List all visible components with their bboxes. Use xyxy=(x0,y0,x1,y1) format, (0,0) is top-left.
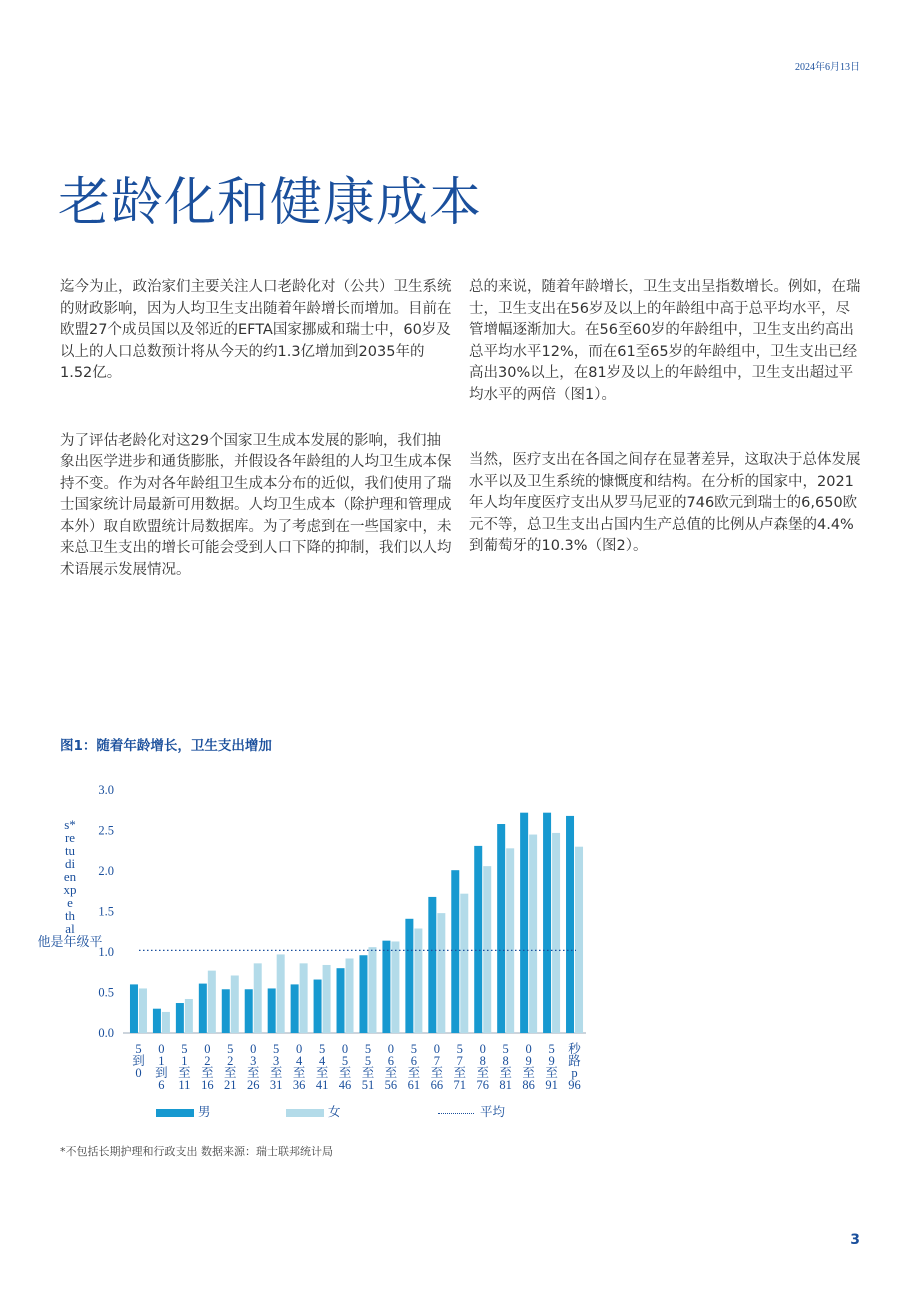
legend-swatch-female xyxy=(286,1109,324,1117)
bar-female xyxy=(552,833,560,1033)
x-tick-label: 0 3 至 26 xyxy=(246,1042,260,1092)
y-axis-title-fragment: s* xyxy=(64,817,76,832)
bar-female xyxy=(323,965,331,1033)
bar-female xyxy=(506,848,514,1033)
legend-label-female: 女 xyxy=(328,1105,341,1119)
x-tick-label: 0 8 至 76 xyxy=(476,1042,489,1092)
y-axis-title-fragment: th xyxy=(64,908,76,923)
bar-female xyxy=(208,971,216,1033)
bar-female xyxy=(368,947,376,1033)
bar-female xyxy=(346,958,354,1033)
x-tick-label: 秒路 p 96 xyxy=(568,1042,581,1092)
y-tick-label: 2.5 xyxy=(98,823,114,838)
legend-item-male xyxy=(156,1102,211,1120)
bar-female xyxy=(231,975,239,1033)
left-text-column xyxy=(60,277,452,581)
x-tick-label: 0 6 至 56 xyxy=(384,1042,398,1092)
x-tick-label: 5 3 至 31 xyxy=(269,1042,283,1092)
y-axis-title-fragment: xp xyxy=(63,882,77,897)
bar-male xyxy=(428,897,436,1033)
y-axis-title-fragment: 他是年级平 xyxy=(37,934,103,949)
x-tick-label: 5 5 至 51 xyxy=(361,1042,375,1092)
bar-male xyxy=(382,941,390,1033)
legend-item-female xyxy=(286,1102,341,1120)
x-tick-label: 5 7 至 71 xyxy=(453,1042,467,1092)
y-tick-label: 3.0 xyxy=(98,783,114,797)
bar-male xyxy=(268,988,276,1033)
x-tick-label: 5 6 至 61 xyxy=(407,1042,421,1092)
bar-female xyxy=(529,835,537,1033)
bar-female xyxy=(300,963,308,1033)
right-paragraph-1: 总的来说，随着年龄增长，卫生支出呈指数增长。例如，在瑞士，卫生支出在56岁及以上的年龄组中高于总平均水平，尽管增幅逐渐加大。在56至60岁的年龄组中，卫生支出约高出总平均水平12%，而在61至65岁的年龄组中，卫生支出已经高出30%以上，在81岁及以上的年龄组中，卫生支出超过平均水平的两倍（图1）。 xyxy=(469,279,861,403)
legend-item-average xyxy=(438,1102,505,1120)
left-paragraph-1: 迄今为止，政治家们主要关注人口老龄化对（公共）卫生系统的财政影响，因为人均卫生支出随着年龄增长而增加。目前在欧盟27个成员国以及邻近的EFTA国家挪威和瑞士中，60岁及以上的人口总数预计将从今天的约1.3亿增加到2035年的1.52亿。 xyxy=(60,279,452,381)
report-date: 2024年6月13日 xyxy=(795,62,860,73)
legend-dotted-line xyxy=(438,1113,474,1114)
legend-swatch-male xyxy=(156,1109,194,1117)
bar-female xyxy=(162,1012,170,1033)
right-text-column xyxy=(469,277,861,558)
bar-male xyxy=(405,919,413,1033)
y-axis-title-fragment: e xyxy=(67,895,73,910)
y-axis-title-fragment: re xyxy=(64,830,76,845)
bar-male xyxy=(291,984,299,1033)
bar-male xyxy=(543,813,551,1033)
bar-male xyxy=(176,1003,184,1033)
bar-male xyxy=(451,870,459,1033)
x-tick-label: 5 8 至 81 xyxy=(499,1042,512,1092)
y-tick-label: 0.0 xyxy=(98,1026,114,1040)
y-tick-label: 1.0 xyxy=(98,945,114,959)
bar-male xyxy=(199,984,207,1033)
y-tick-label: 0.5 xyxy=(98,985,114,1000)
left-paragraph-2: 为了评估老龄化对这29个国家卫生成本发展的影响，我们抽象出医学进步和通货膨胀，并假设各年龄组的人均卫生成本保持不变。作为对各年龄组卫生成本分布的近似，我们使用了瑞士国家统计局最新可用数据。人均卫生成本（除护理和管理成本外）取自欧盟统计局数据库。为了考虑到在一些国家中，未来总卫生支出的增长可能会受到人口下降的抑制，我们以人均术语展示发展情况。 xyxy=(60,432,452,578)
x-tick-label: 5 2 至 21 xyxy=(224,1042,237,1092)
footnote: *不包括长期护理和行政支出 数据来源：瑞士联邦统计局 xyxy=(60,1145,333,1158)
y-tick-label: 2.0 xyxy=(98,864,114,878)
bar-female xyxy=(139,988,147,1033)
page-title: 老龄化和健康成本 xyxy=(58,173,483,233)
y-axis-title-fragment: en xyxy=(63,869,77,884)
legend-label-male: 男 xyxy=(198,1105,211,1119)
bar-male xyxy=(474,846,482,1033)
bar-female xyxy=(414,929,422,1033)
bar-male xyxy=(520,813,528,1033)
bar-female xyxy=(277,954,285,1033)
x-tick-label: 5 1 至 11 xyxy=(178,1042,191,1092)
bar-male xyxy=(222,989,230,1033)
y-tick-label: 1.5 xyxy=(98,904,114,919)
bar-female xyxy=(575,847,583,1033)
x-tick-label: 0 7 至 66 xyxy=(430,1042,444,1092)
x-tick-label: 5 9 至 91 xyxy=(545,1042,558,1092)
bar-male xyxy=(245,989,253,1033)
bar-male xyxy=(130,984,138,1033)
bar-male xyxy=(359,955,367,1033)
figure-title: 图1：随着年龄增长，卫生支出增加 xyxy=(60,738,272,754)
bar-male xyxy=(314,980,322,1033)
x-tick-label: 5 到 0 xyxy=(132,1042,145,1080)
x-tick-label: 0 4 至 36 xyxy=(292,1042,306,1092)
bar-female xyxy=(254,963,262,1033)
x-tick-label: 0 5 至 46 xyxy=(338,1042,352,1092)
bar-female xyxy=(483,866,491,1033)
bar-male xyxy=(337,968,345,1033)
bar-male xyxy=(497,824,505,1033)
y-axis-title-fragment: tu xyxy=(64,843,76,858)
legend-label-average: 平均 xyxy=(480,1105,506,1119)
right-paragraph-2: 当然，医疗支出在各国之间存在显著差异，这取决于总体发展水平以及卫生系统的慷慨度和结构。在分析的国家中，2021年人均年度医疗支出从罗马尼亚的746欧元到瑞士的6,650欧元不等，总卫生支出占国内生产总值的比例从卢森堡的4.4%到葡萄牙的10.3%（图2）。 xyxy=(469,452,861,554)
bar-male xyxy=(566,816,574,1033)
page-number: 3 xyxy=(850,1232,860,1248)
bar-female xyxy=(185,999,193,1033)
bar-female xyxy=(460,894,468,1033)
bar-female xyxy=(391,941,399,1033)
bar-female xyxy=(437,913,445,1033)
health-spending-bar-chart xyxy=(37,775,600,1100)
bar-male xyxy=(153,1009,161,1033)
x-tick-label: 0 1 到 6 xyxy=(155,1042,168,1092)
x-tick-label: 0 2 至 16 xyxy=(201,1042,214,1092)
y-axis-title-fragment: di xyxy=(64,856,76,871)
y-axis-title-fragment: al xyxy=(65,921,75,936)
x-tick-label: 0 9 至 86 xyxy=(522,1042,535,1092)
x-tick-label: 5 4 至 41 xyxy=(315,1042,329,1092)
